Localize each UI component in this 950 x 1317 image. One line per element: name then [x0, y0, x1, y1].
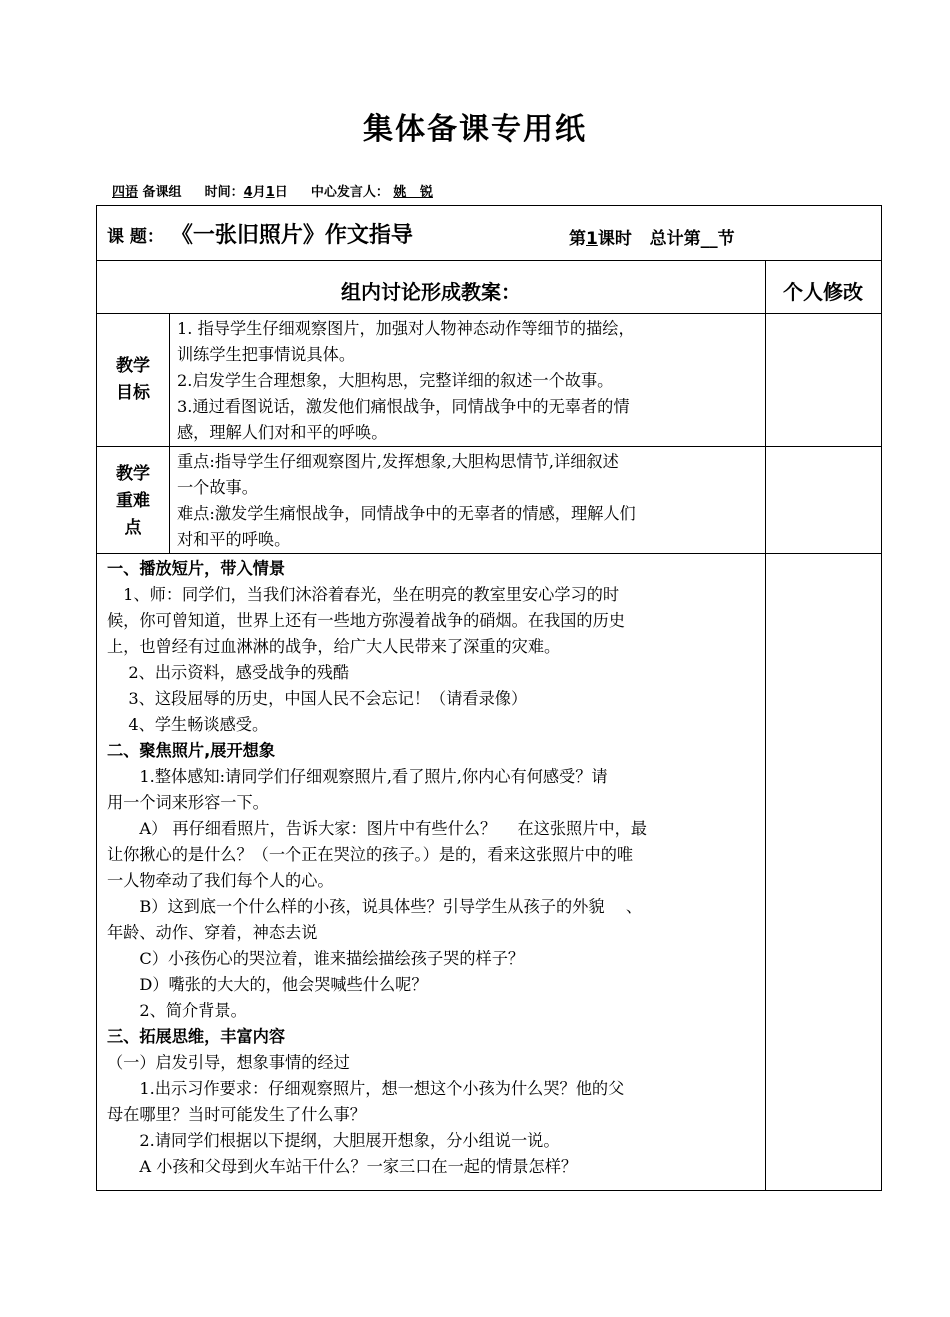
objective-line: 2.启发学生合理想象，大胆构思，完整详细的叙述一个故事。 [177, 371, 614, 390]
lesson-number: 1 [586, 229, 598, 249]
section-heading: 二、聚焦照片,展开想象 [107, 741, 276, 760]
time-label: 时间： [204, 185, 244, 200]
procedure-line: 年龄、动作、穿着，神态去说 [107, 923, 318, 942]
key-point-line: 难点:激发学生痛恨战争，同情战争中的无辜者的情感，理解人们 [177, 504, 636, 523]
speaker-name: 姚 锐 [393, 185, 433, 200]
procedure-line: A） 再仔细看照片，告诉大家：图片中有些什么？ 在这张照片中，最 [107, 819, 647, 838]
objective-line: 3.通过看图说话，激发他们痛恨战争，同情战争中的无辜者的情 [177, 397, 630, 416]
group-suffix: 备课组 [142, 185, 182, 200]
procedure-line: 2、简介背景。 [107, 1001, 247, 1020]
procedure-line: C）小孩伤心的哭泣着，谁来描绘描绘孩子哭的样子？ [107, 949, 525, 968]
personal-edit-header: 个人修改 [783, 280, 863, 304]
procedure-line: B）这到底一个什么样的小孩，说具体些？引导学生从孩子的外貌 、 [107, 897, 643, 916]
procedure-line: 候，你可曾知道，世界上还有一些地方弥漫着战争的硝烟。在我国的历史 [107, 611, 625, 630]
procedure-line: 1、师：同学们，当我们沐浴着春光，坐在明亮的教室里安心学习的时 [107, 585, 620, 604]
lesson-count: 第1课时 总计第__节 [569, 229, 735, 249]
topic-title: 《一张旧照片》作文指导 [181, 223, 413, 248]
month-value: 4 [243, 185, 253, 200]
section-heading: 三、拓展思维，丰富内容 [107, 1027, 286, 1046]
objective-line: 1. 指导学生仔细观察图片，加强对人物神态动作等细节的描绘， [177, 319, 635, 338]
lesson-plan-table [96, 205, 882, 1191]
day-value: 1 [265, 185, 275, 200]
topic-label: 课 题： [107, 227, 164, 247]
procedure-line: 2.请同学们根据以下提纲，大胆展开想象，分小组说一说。 [107, 1131, 560, 1150]
key-points-label: 教学 重难 点 [116, 464, 150, 538]
procedure-line: 1.整体感知:请同学们仔细观察照片,看了照片,你内心有何感受？请 [107, 767, 608, 786]
key-point-line: 一个故事。 [177, 478, 258, 497]
objective-line: 训练学生把事情说具体。 [177, 345, 356, 364]
procedure-line: 4、学生畅谈感受。 [107, 715, 269, 734]
procedure-line: 3、这段屈辱的历史，中国人民不会忘记！（请看录像） [107, 689, 528, 708]
speaker-label: 中心发言人： [310, 185, 389, 200]
section-heading: 一、播放短片，带入情景 [107, 559, 286, 578]
key-point-line: 重点:指导学生仔细观察图片,发挥想象,大胆构思情节,详细叙述 [177, 452, 619, 471]
key-points-content [177, 449, 761, 553]
procedure-line: （一）启发引导，想象事情的经过 [107, 1053, 350, 1072]
day-unit: 日 [274, 185, 288, 200]
page-title: 集体备课专用纸 [363, 112, 587, 147]
procedure-line: 用一个词来形容一下。 [107, 793, 269, 812]
objective-line: 感，理解人们对和平的呼唤。 [177, 423, 388, 442]
group-name: 四语 [112, 185, 139, 200]
discussion-header: 组内讨论形成教案： [341, 280, 521, 304]
procedure-line: A 小孩和父母到火车站干什么？一家三口在一起的情景怎样？ [107, 1157, 578, 1176]
procedure-line: 一人物牵动了我们每个人的心。 [107, 871, 334, 890]
month-unit: 月 [252, 185, 266, 200]
key-point-line: 对和平的呼唤。 [177, 530, 291, 549]
procedure-line: 1.出示习作要求：仔细观察照片，想一想这个小孩为什么哭？他的父 [107, 1079, 625, 1098]
teaching-procedure [107, 556, 763, 1180]
procedure-line: 让你揪心的是什么？（一个正在哭泣的孩子。）是的，看来这张照片中的唯 [107, 845, 634, 864]
lesson-total: 总计第__节 [649, 229, 735, 249]
procedure-line: 母在哪里？当时可能发生了什么事？ [107, 1105, 366, 1124]
header-meta [112, 181, 433, 200]
topic-row [107, 218, 735, 249]
procedure-line: D）嘴张的大大的，他会哭喊些什么呢？ [107, 975, 428, 994]
objectives-content [177, 316, 761, 446]
objectives-label: 教学 目标 [116, 356, 150, 403]
procedure-line: 上，也曾经有过血淋淋的战争，给广大人民带来了深重的灾难。 [107, 637, 561, 656]
procedure-line: 2、出示资料，感受战争的残酷 [107, 663, 350, 682]
